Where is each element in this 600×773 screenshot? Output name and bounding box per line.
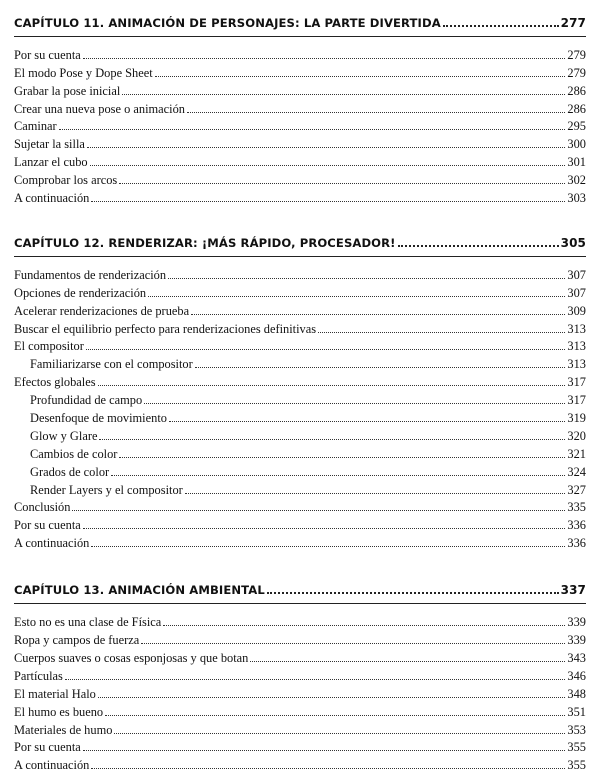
- dot-leader: [267, 592, 559, 594]
- dot-leader: [187, 112, 565, 113]
- chapter-divider: [14, 256, 586, 257]
- dot-leader: [91, 201, 565, 202]
- entry-page-number: 313: [567, 339, 586, 354]
- entry-page-number: 313: [567, 357, 586, 372]
- dot-leader: [398, 245, 559, 247]
- entry-label: Buscar el equilibrio perfecto para renderizaciones definitivas: [14, 321, 317, 336]
- entry-label: A continuación: [14, 758, 90, 773]
- chapter-heading[interactable]: [14, 573, 586, 597]
- entry-page-number: 335: [567, 500, 586, 515]
- toc-entry[interactable]: [14, 188, 586, 206]
- toc-entry[interactable]: [14, 45, 586, 63]
- entry-page-number: 319: [567, 411, 586, 426]
- chapter-heading[interactable]: [14, 226, 586, 250]
- entry-label: Por su cuenta: [14, 740, 81, 755]
- dot-leader: [86, 349, 566, 350]
- toc-entry[interactable]: [14, 319, 586, 337]
- entry-page-number: 346: [567, 668, 586, 683]
- dot-leader: [99, 439, 565, 440]
- dot-leader: [98, 385, 566, 386]
- toc-entry[interactable]: [14, 684, 586, 702]
- dot-leader: [105, 715, 565, 716]
- toc-subentry[interactable]: [14, 390, 586, 408]
- toc-entry[interactable]: [14, 99, 586, 117]
- table-of-contents: [14, 6, 586, 773]
- toc-entry[interactable]: [14, 612, 586, 630]
- toc-entry[interactable]: [14, 533, 586, 551]
- entry-label: Cambios de color: [30, 446, 118, 461]
- entry-label: Sujetar la silla: [14, 137, 85, 152]
- dot-leader: [144, 403, 565, 404]
- dot-leader: [87, 147, 566, 148]
- entry-page-number: 348: [567, 686, 586, 701]
- entry-label: Render Layers y el compositor: [30, 482, 183, 497]
- entry-label: Efectos globales: [14, 375, 96, 390]
- entry-label: Caminar: [14, 119, 57, 134]
- entry-page-number: 324: [567, 464, 586, 479]
- entry-page-number: 302: [567, 173, 586, 188]
- dot-leader: [148, 296, 565, 297]
- toc-entry[interactable]: [14, 755, 586, 773]
- chapter-title: CAPÍTULO 11. ANIMACIÓN DE PERSONAJES: LA PARTE DIVERTIDA: [14, 16, 441, 30]
- dot-leader: [98, 697, 566, 698]
- entry-label: Conclusión: [14, 500, 71, 515]
- toc-entry[interactable]: [14, 117, 586, 135]
- dot-leader: [83, 528, 566, 529]
- entry-page-number: 321: [567, 446, 586, 461]
- dot-leader: [83, 750, 566, 751]
- entry-label: El modo Pose y Dope Sheet: [14, 65, 153, 80]
- entry-page-number: 355: [567, 740, 586, 755]
- toc-subentry[interactable]: [14, 444, 586, 462]
- dot-leader: [250, 661, 565, 662]
- toc-entry[interactable]: [14, 498, 586, 516]
- dot-leader: [195, 367, 566, 368]
- chapter-page-number: 305: [560, 236, 586, 251]
- dot-leader: [83, 58, 566, 59]
- chapter-heading[interactable]: [14, 6, 586, 30]
- dot-leader: [72, 510, 565, 511]
- entry-page-number: 317: [567, 375, 586, 390]
- entry-page-number: 317: [567, 393, 586, 408]
- toc-subentry[interactable]: [14, 426, 586, 444]
- toc-entry[interactable]: [14, 170, 586, 188]
- entry-label: Por su cuenta: [14, 47, 81, 62]
- dot-leader: [443, 25, 559, 27]
- entry-label: Esto no es una clase de Física: [14, 615, 162, 630]
- toc-entry[interactable]: [14, 81, 586, 99]
- entry-label: Por su cuenta: [14, 518, 81, 533]
- chapter-divider: [14, 603, 586, 604]
- entry-label: Grabar la pose inicial: [14, 83, 121, 98]
- toc-entry[interactable]: [14, 283, 586, 301]
- toc-entry[interactable]: [14, 738, 586, 756]
- entry-label: Crear una nueva pose o animación: [14, 101, 185, 116]
- toc-subentry[interactable]: [14, 480, 586, 498]
- entry-label: Profundidad de campo: [30, 393, 143, 408]
- toc-entry[interactable]: [14, 337, 586, 355]
- entry-page-number: 339: [567, 615, 586, 630]
- entry-label: Opciones de renderización: [14, 285, 147, 300]
- entry-page-number: 327: [567, 482, 586, 497]
- dot-leader: [169, 421, 565, 422]
- entry-label: Comprobar los arcos: [14, 173, 118, 188]
- entry-label: Familiarizarse con el compositor: [30, 357, 193, 372]
- entry-page-number: 355: [567, 758, 586, 773]
- toc-entry[interactable]: [14, 372, 586, 390]
- dot-leader: [185, 493, 566, 494]
- entry-label: Partículas: [14, 668, 63, 683]
- entry-page-number: 300: [567, 137, 586, 152]
- entry-page-number: 351: [567, 704, 586, 719]
- chapter-divider: [14, 36, 586, 37]
- entry-page-number: 301: [567, 155, 586, 170]
- dot-leader: [65, 679, 566, 680]
- dot-leader: [141, 643, 565, 644]
- chapter-section: [14, 226, 586, 551]
- entry-label: El material Halo: [14, 686, 96, 701]
- entry-page-number: 343: [567, 650, 586, 665]
- chapter-section: [14, 573, 586, 773]
- entry-page-number: 320: [567, 428, 586, 443]
- entry-page-number: 336: [567, 536, 586, 551]
- chapter-page-number: 337: [560, 583, 586, 598]
- entry-label: A continuación: [14, 536, 90, 551]
- dot-leader: [119, 183, 565, 184]
- dot-leader: [91, 768, 565, 769]
- entry-label: Ropa y campos de fuerza: [14, 633, 140, 648]
- entry-label: Cuerpos suaves o cosas esponjosas y que botan: [14, 650, 249, 665]
- entry-page-number: 279: [567, 65, 586, 80]
- toc-entry[interactable]: [14, 152, 586, 170]
- entry-label: A continuación: [14, 191, 90, 206]
- dot-leader: [90, 165, 566, 166]
- toc-entry[interactable]: [14, 63, 586, 81]
- toc-entry[interactable]: [14, 720, 586, 738]
- dot-leader: [163, 625, 565, 626]
- toc-subentry[interactable]: [14, 462, 586, 480]
- toc-entry[interactable]: [14, 666, 586, 684]
- entry-page-number: 353: [567, 722, 586, 737]
- toc-entry[interactable]: [14, 515, 586, 533]
- dot-leader: [91, 546, 565, 547]
- entry-page-number: 339: [567, 633, 586, 648]
- entry-page-number: 307: [567, 285, 586, 300]
- toc-entry[interactable]: [14, 301, 586, 319]
- entry-label: Materiales de humo: [14, 722, 113, 737]
- dot-leader: [114, 733, 565, 734]
- chapter-section: [14, 6, 586, 206]
- toc-entry[interactable]: [14, 648, 586, 666]
- entry-label: Acelerar renderizaciones de prueba: [14, 303, 190, 318]
- toc-subentry[interactable]: [14, 354, 586, 372]
- dot-leader: [191, 314, 565, 315]
- toc-entry[interactable]: [14, 630, 586, 648]
- entry-label: Glow y Glare: [30, 428, 98, 443]
- toc-entry[interactable]: [14, 702, 586, 720]
- chapter-title: CAPÍTULO 13. ANIMACIÓN AMBIENTAL: [14, 583, 265, 598]
- entry-page-number: 286: [567, 83, 586, 98]
- dot-leader: [122, 94, 565, 95]
- dot-leader: [168, 278, 565, 279]
- entry-label: Fundamentos de renderización: [14, 267, 167, 282]
- entry-label: El humo es bueno: [14, 704, 104, 719]
- dot-leader: [111, 475, 565, 476]
- entry-page-number: 307: [567, 267, 586, 282]
- toc-entry[interactable]: [14, 134, 586, 152]
- entry-label: Grados de color: [30, 464, 110, 479]
- entry-page-number: 336: [567, 518, 586, 533]
- entry-label: Desenfoque de movimiento: [30, 411, 167, 426]
- toc-subentry[interactable]: [14, 408, 586, 426]
- entry-page-number: 279: [567, 47, 586, 62]
- entry-page-number: 295: [567, 119, 586, 134]
- dot-leader: [155, 76, 566, 77]
- entry-page-number: 309: [567, 303, 586, 318]
- dot-leader: [119, 457, 565, 458]
- chapter-page-number: 277: [560, 16, 586, 30]
- dot-leader: [59, 129, 566, 130]
- entry-page-number: 286: [567, 101, 586, 116]
- dot-leader: [318, 332, 565, 333]
- entry-page-number: 313: [567, 321, 586, 336]
- chapter-title: CAPÍTULO 12. RENDERIZAR: ¡MÁS RÁPIDO, PROCESADOR!: [14, 236, 396, 251]
- entry-label: Lanzar el cubo: [14, 155, 88, 170]
- entry-page-number: 303: [567, 191, 586, 206]
- entry-label: El compositor: [14, 339, 84, 354]
- toc-entry[interactable]: [14, 265, 586, 283]
